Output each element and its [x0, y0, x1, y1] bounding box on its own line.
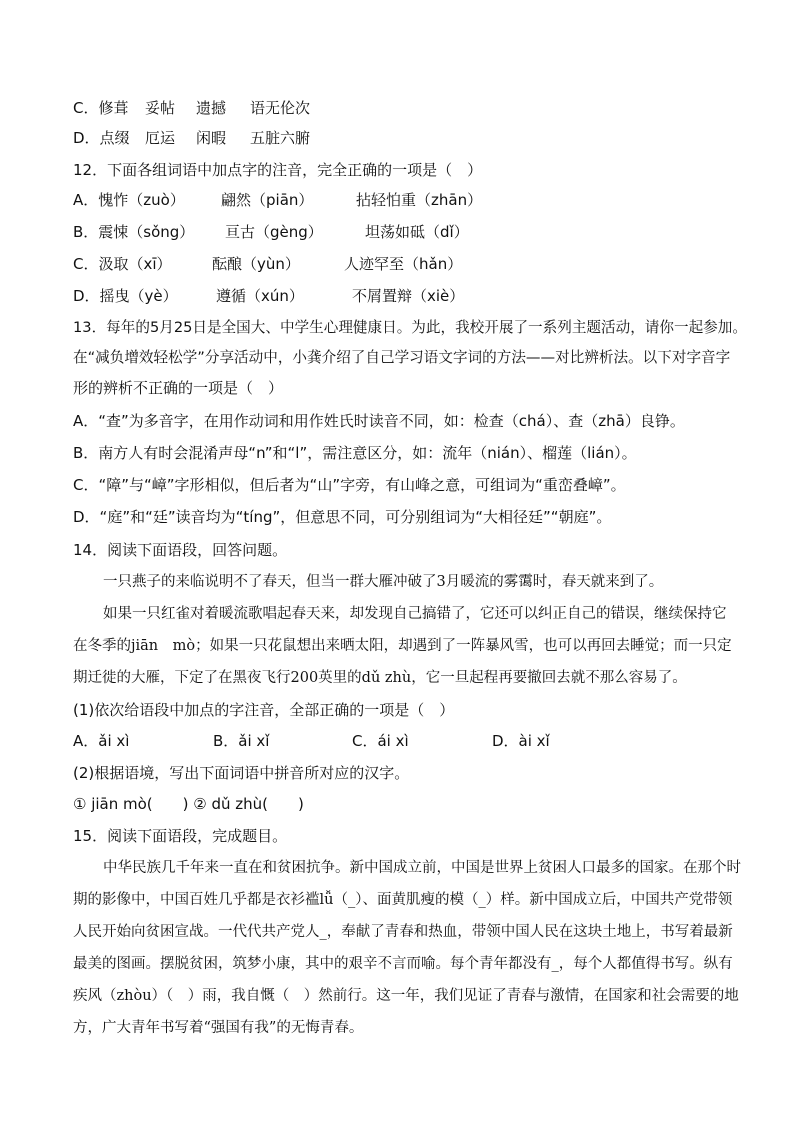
q15-passage-line1: 中华民族几千年来一直在和贫困抗争。新中国成立前，中国是世界上贫困人口最多的国家。在那个时: [103, 860, 741, 876]
q11-option-c-word3: 遗撼: [196, 99, 227, 117]
q14-option-a: A．ǎi xì: [73, 732, 130, 750]
q11-option-d-word4: 五脏六腑: [250, 129, 311, 147]
q15-passage-line5: 疾风（zhòu）（ ）雨，我自慨（ ）然前行。这一年，我们见证了青春与激情，在国家和社会需要的地: [73, 988, 739, 1004]
q12-c-1: C．汲取（xī）: [73, 255, 172, 273]
q14-passage-p2-line2: 在冬季的jiān mò；如果一只花鼠想出来晒太阳，却遇到了一阵暴风雪，也可以再回去睡觉；而一只定: [73, 638, 732, 654]
q14-passage-p1: 一只燕子的来临说明不了春天，但当一群大雁冲破了3月暖流的雾霭时，春天就来到了。: [103, 574, 664, 590]
q12-c-2: 酝酿（yùn）: [212, 255, 300, 273]
q14-passage-p2-line3: 期迁徙的大雁，下定了在黑夜飞行200英里的dǔ zhù，它一旦起程再要撤回去就不那么容易了。: [73, 670, 687, 686]
q13-option-d: D．“庭”和“廷”读音均为“tíng”，但意思不同，可分别组词为“大相径廷”“朝庭”。: [73, 508, 612, 526]
q14-option-b: B．ǎi xǐ: [213, 732, 270, 750]
q14-passage-p2-line1: 如果一只红雀对着暖流歌唱起春天来，却发现自己搞错了，它还可以纠正自己的错误，继续保持它: [103, 606, 727, 622]
q12-b-2: 亘古（gèng）: [225, 223, 323, 241]
q14-sub1: (1)依次给语段中加点的字注音，全部正确的一项是（ ）: [73, 701, 455, 719]
q11-option-d-word2: 厄运: [145, 129, 176, 147]
q15-passage-line2: 期的影像中，中国百姓几乎都是衣衫褴lǚ（_）、面黄肌瘦的模（_）样。新中国成立后，中国共产党带领: [73, 892, 733, 908]
q12-d-2: 遵循（xún）: [216, 287, 304, 305]
q12-stem: 12．下面各组词语中加点字的注音，完全正确的一项是（ ）: [73, 161, 483, 179]
q14-sub2: (2)根据语境，写出下面词语中拼音所对应的汉字。: [73, 764, 410, 782]
q11-option-c-label: C．修葺: [73, 99, 129, 117]
q13-stem-line2: 在“减负增效轻松学”分享活动中，小龚介绍了自己学习语文字词的方法——对比辨析法。以下对字音字: [73, 349, 731, 366]
q12-a-1: A．愧怍（zuò）: [73, 191, 185, 209]
q13-option-b: B．南方人有时会混淆声母“n”和“l”，需注意区分，如：流年（nián）、榴莲（lián）。: [73, 444, 637, 462]
q13-option-c: C．“障”与“嶂”字形相似，但后者为“山”字旁，有山峰之意，可组词为“重峦叠嶂”。: [73, 476, 626, 494]
q12-d-3: 不屑置辩（xiè）: [352, 287, 465, 305]
q15-passage-line3: 人民开始向贫困宣战。一代代共产党人_，奉献了青春和热血，带领中国人民在这块土地上，书写着最新: [73, 924, 733, 940]
q14-stem: 14．阅读下面语段，回答问题。: [73, 541, 288, 559]
q15-stem: 15．阅读下面语段，完成题目。: [73, 827, 288, 845]
q11-option-c-word4: 语无伦次: [250, 99, 311, 117]
q15-passage-line4: 最美的图画。摆脱贫困，筑梦小康，其中的艰辛不言而喻。每个青年都没有_，每个人都值得书写。纵有: [73, 956, 733, 972]
q14-sub2-blanks: ① jiān mò( ) ② dǔ zhù( ): [73, 795, 304, 813]
q13-stem-line3: 形的辨析不正确的一项是（ ）: [73, 379, 284, 397]
q11-option-d-label: D．点缀: [73, 129, 130, 147]
q11-option-d-word3: 闲暇: [196, 129, 227, 147]
q14-option-d: D．ài xǐ: [492, 732, 550, 750]
q14-option-c: C．ái xì: [352, 732, 409, 750]
q12-c-3: 人迹罕至（hǎn）: [344, 255, 463, 273]
q13-stem-line1: 13．每年的5月25日是全国大、中学生心理健康日。为此，我校开展了一系列主题活动，请你一起参加。: [73, 319, 747, 336]
q13-option-a: A．“查”为多音字，在用作动词和用作姓氏时读音不同，如：检查（chá）、查（zhā）良铮。: [73, 412, 685, 430]
q11-option-c-word2: 妥帖: [145, 99, 176, 117]
q12-d-1: D．摇曳（yè）: [73, 287, 178, 305]
q12-a-3: 拈轻怕重（zhān）: [356, 191, 483, 209]
q15-passage-line6: 方，广大青年书写着“强国有我”的无悔青春。: [73, 1020, 364, 1036]
q12-b-1: B．震悚（sǒng）: [73, 223, 195, 241]
q12-b-3: 坦荡如砥（dǐ）: [365, 223, 469, 241]
q12-a-2: 翩然（piān）: [221, 191, 314, 209]
